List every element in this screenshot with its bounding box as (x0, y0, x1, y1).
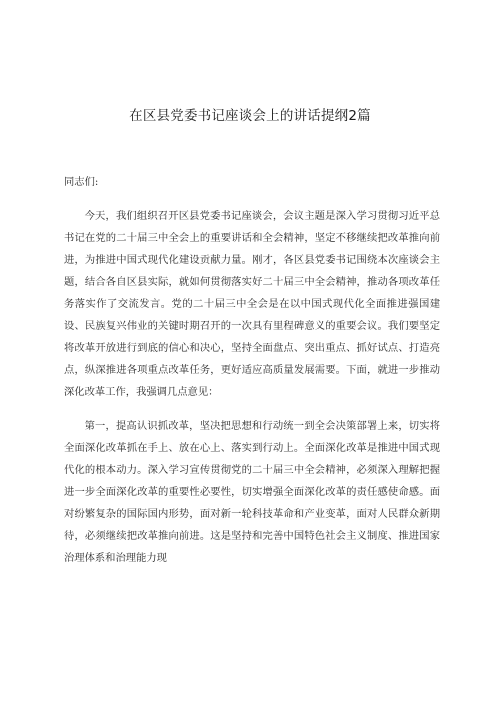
document-body (64, 171, 440, 581)
paragraph-intro: 今天，我们组织召开区县党委书记座谈会，会议主题是深入学习贯彻习近平总书记在党的二十届三中全会上的重要讲话和全会精神，坚定不移继续把改革推向前进，为推进中国式现代化建设贡献力量。刚才，各区县党委书记围绕本次座谈会主题，结合各自区县实际，就如何贯彻落实好二十届三中全会精神，推动各项改革任务落实作了交流发言。党的二十届三中全会是在以中国式现代化全面推进强国建设、民族复兴伟业的关键时期召开的一次具有里程碑意义的重要会议。我们要坚定将改革开放进行到底的信心和决心，坚持全面盘点、突出重点、抓好试点、打造亮点，纵深推进各项重点改革任务，更好适应高质量发展需要。下面，就进一步推动深化改革工作，我强调几点意见： (64, 210, 440, 398)
paragraph-first-point: 第一，提高认识抓改革，坚决把思想和行动统一到全会决策部署上来，切实将全面深化改革抓在手上、放在心上、落实到行动上。全面深化改革是推进中国式现代化的根本动力。深入学习宣传贯彻党的二十届三中全会精神，必须深入理解把握进一步全面深化改革的重要性必要性，切实增强全面深化改革的责任感使命感。面对纷繁复杂的国际国内形势，面对新一轮科技革命和产业变革，面对人民群众新期待，必须继续把改革推向前进。这是坚持和完善中国特色社会主义制度、推进国家治理体系和治理能力现 (64, 420, 440, 564)
document-title: 在区县党委书记座谈会上的讲话提纲2篇 (129, 108, 371, 124)
salutation: 同志们: (64, 176, 99, 188)
